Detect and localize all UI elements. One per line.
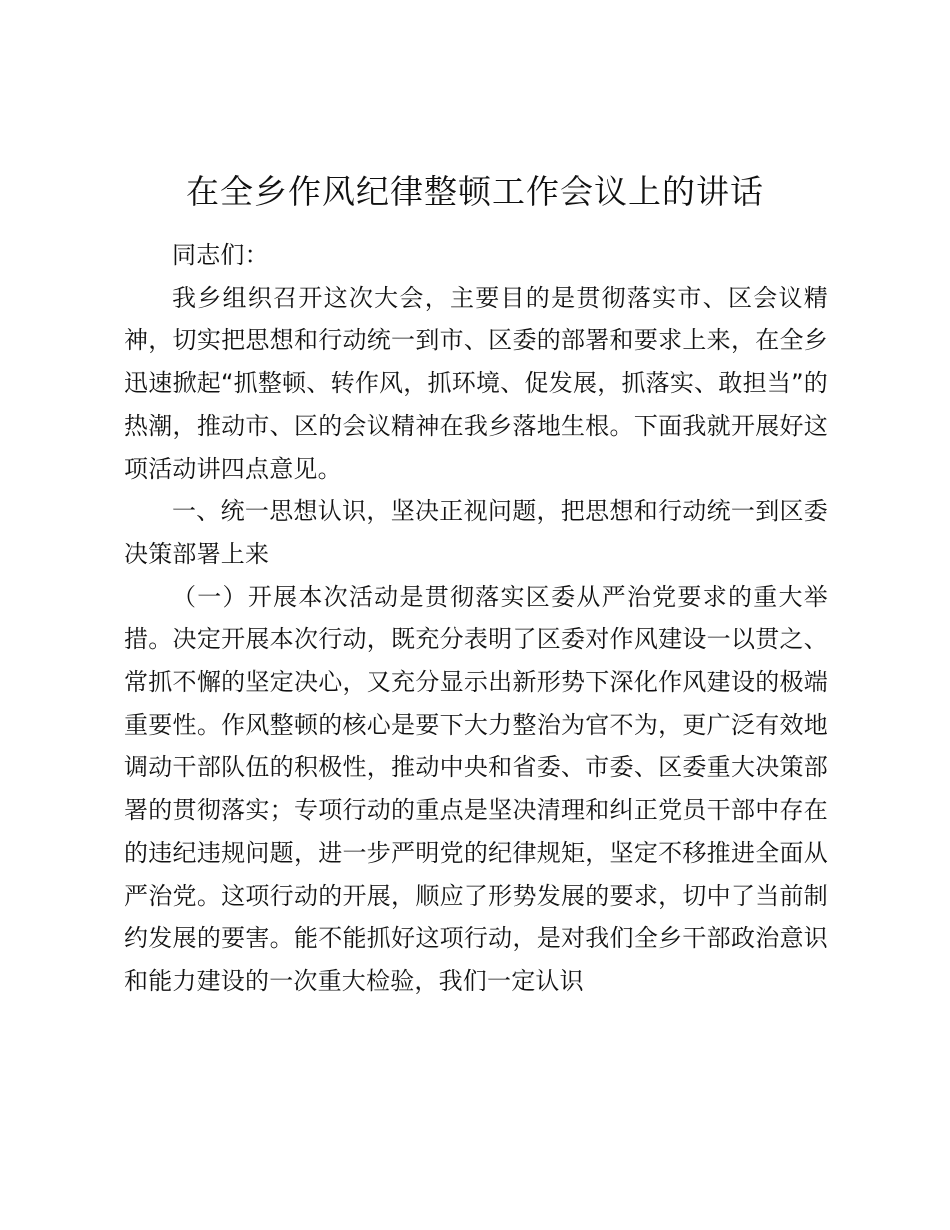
salutation: 同志们： bbox=[172, 241, 269, 269]
section-heading-1: 一、统一思想认识，坚决正视问题，把思想和行动统一到区委决策部署上来 bbox=[124, 497, 828, 568]
document-body bbox=[124, 234, 828, 1003]
paragraph-subsection-1: （一）开展本次活动是贯彻落实区委从严治党要求的重大举措。决定开展本次行动，既充分表明了区委对作风建设一以贯之、常抓不懈的坚定决心，又充分显示出新形势下深化作风建设的极端重要性。作风整顿的核心是要下大力整治为官不为，更广泛有效地调动干部队伍的积极性，推动中央和省委、市委、区委重大决策部署的贯彻落实；专项行动的重点是坚决清理和纠正党员干部中存在的违纪违规问题，进一步严明党的纪律规矩，坚定不移推进全面从严治党。这项行动的开展，顺应了形势发展的要求，切中了当前制约发展的要害。能不能抓好这项行动，是对我们全乡干部政治意识和能力建设的一次重大检验，我们一定认识 bbox=[124, 582, 828, 995]
paragraph-intro: 我乡组织召开这次大会，主要目的是贯彻落实市、区会议精神，切实把思想和行动统一到市、区委的部署和要求上来，在全乡迅速掀起“抓整顿、转作风，抓环境、促发展，抓落实、敢担当”的热潮，推动市、区的会议精神在我乡落地生根。下面我就开展好这项活动讲四点意见。 bbox=[124, 283, 828, 483]
document-title: 在全乡作风纪律整顿工作会议上的讲话 bbox=[186, 172, 764, 211]
